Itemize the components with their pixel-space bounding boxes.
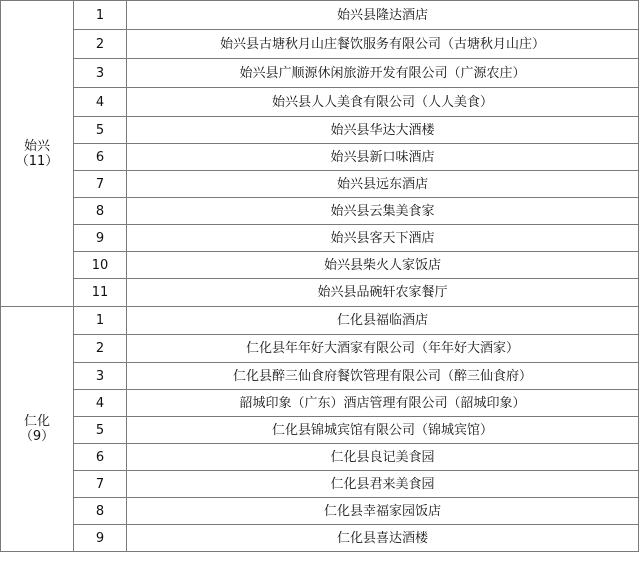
business-name: 始兴县古塘秋月山庄餐饮服务有限公司（古塘秋月山庄） (127, 30, 639, 59)
row-number: 4 (74, 390, 127, 417)
region-cell (1, 1, 74, 307)
business-name: 仁化县福临酒店 (127, 307, 639, 335)
business-name: 仁化县锦城宾馆有限公司（锦城宾馆） (127, 417, 639, 444)
business-name: 始兴县品碗轩农家餐厅 (127, 279, 639, 307)
row-number: 6 (74, 444, 127, 471)
table-row (1, 198, 639, 225)
table-row (1, 525, 639, 552)
table-row (1, 88, 639, 117)
row-number: 4 (74, 88, 127, 117)
row-number: 10 (74, 252, 127, 279)
table-row (1, 1, 639, 30)
row-number: 8 (74, 498, 127, 525)
row-number: 7 (74, 471, 127, 498)
table-row (1, 444, 639, 471)
business-name: 始兴县云集美食家 (127, 198, 639, 225)
row-number: 2 (74, 30, 127, 59)
row-number: 1 (74, 1, 127, 30)
business-name: 韶城印象（广东）酒店管理有限公司（韶城印象） (127, 390, 639, 417)
table-row (1, 59, 639, 88)
business-name: 仁化县君来美食园 (127, 471, 639, 498)
table-row (1, 117, 639, 144)
table-row (1, 417, 639, 444)
table-row (1, 30, 639, 59)
region-count: （11） (15, 153, 59, 169)
row-number: 6 (74, 144, 127, 171)
table-row (1, 363, 639, 390)
business-name: 仁化县良记美食园 (127, 444, 639, 471)
row-number: 5 (74, 117, 127, 144)
table-row (1, 279, 639, 307)
row-number: 1 (74, 307, 127, 335)
row-number: 7 (74, 171, 127, 198)
table-body (1, 1, 639, 552)
table-row (1, 252, 639, 279)
business-name: 始兴县柴火人家饭店 (127, 252, 639, 279)
business-name: 始兴县远东酒店 (127, 171, 639, 198)
business-name: 始兴县隆达酒店 (127, 1, 639, 30)
business-name: 仁化县醉三仙食府餐饮管理有限公司（醉三仙食府） (127, 363, 639, 390)
row-number: 11 (74, 279, 127, 307)
business-name: 始兴县人人美食有限公司（人人美食） (127, 88, 639, 117)
business-name: 始兴县新口味酒店 (127, 144, 639, 171)
region-cell (1, 307, 74, 552)
table-row (1, 498, 639, 525)
business-name: 始兴县华达大酒楼 (127, 117, 639, 144)
row-number: 3 (74, 59, 127, 88)
row-number: 2 (74, 335, 127, 363)
table-row (1, 390, 639, 417)
region-count: （9） (19, 429, 55, 444)
table-row (1, 335, 639, 363)
region-name: 仁化 (23, 414, 50, 429)
table-row (1, 171, 639, 198)
row-number: 8 (74, 198, 127, 225)
business-name: 始兴县广顺源休闲旅游开发有限公司（广源农庄） (127, 59, 639, 88)
table-row (1, 144, 639, 171)
table-row (1, 471, 639, 498)
table-row (1, 225, 639, 252)
row-number: 9 (74, 525, 127, 552)
business-name: 始兴县客天下酒店 (127, 225, 639, 252)
business-name: 仁化县喜达酒楼 (127, 525, 639, 552)
row-number: 9 (74, 225, 127, 252)
row-number: 5 (74, 417, 127, 444)
row-number: 3 (74, 363, 127, 390)
region-name: 始兴 (23, 138, 50, 154)
table-row (1, 307, 639, 335)
business-name: 仁化县年年好大酒家有限公司（年年好大酒家） (127, 335, 639, 363)
business-name: 仁化县幸福家园饭店 (127, 498, 639, 525)
